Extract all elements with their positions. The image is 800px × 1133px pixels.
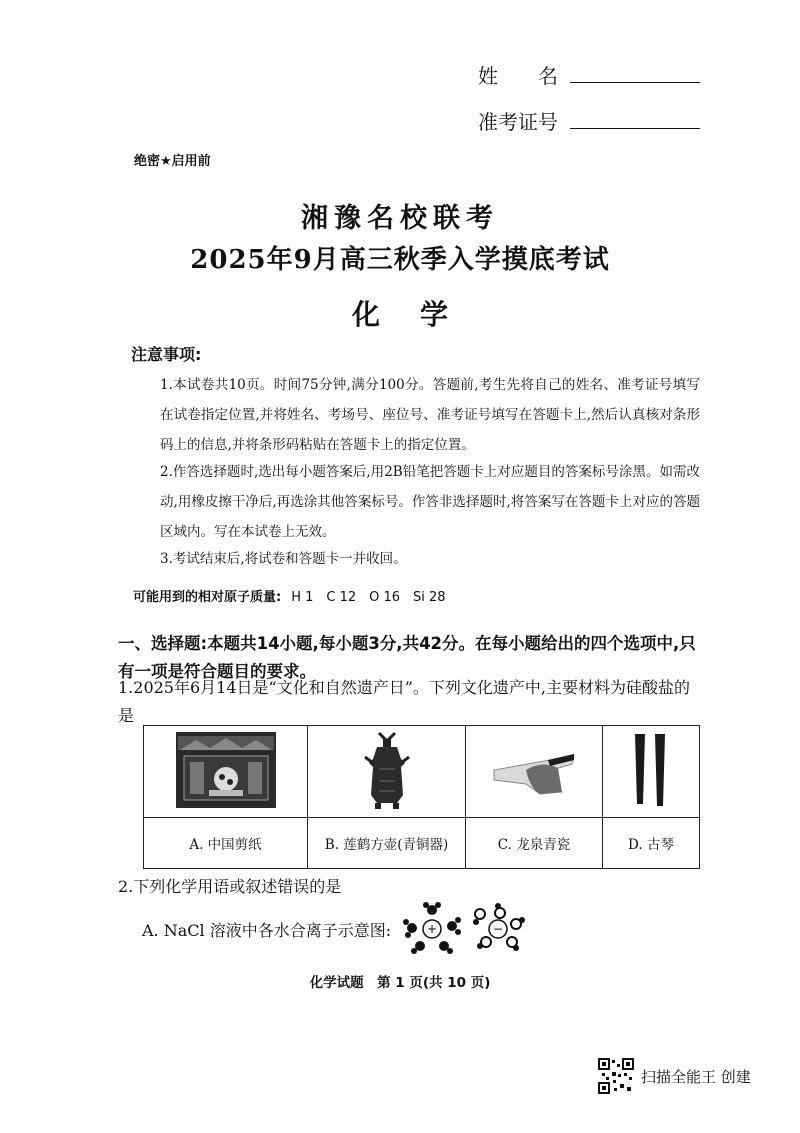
exam-union-title: 湘豫名校联考 bbox=[301, 203, 499, 234]
name-label: 姓 名 bbox=[478, 64, 558, 88]
hydrated-cation bbox=[403, 902, 461, 954]
hydrated-anion bbox=[473, 903, 525, 951]
question-1-options-table bbox=[143, 725, 700, 869]
notice-item-2-text: 2.作答选择题时,选出每小题答案后,用2B铅笔把答题卡上对应题目的答案标号涂黑。如需改动,用橡皮擦干净后,再选涂其他答案标号。作答非选择题时,将答案写在答题卡上对应的答题区域内。写在本试卷上无效。 bbox=[160, 464, 700, 540]
notice-item-3-text: 3.考试结束后,将试卷和答题卡一并收回。 bbox=[160, 551, 407, 567]
name-underline bbox=[570, 82, 700, 83]
notice-item-1-text: 1.本试卷共10页。时间75分钟,满分100分。答题前,考生先将自己的姓名、准考证号填写在试卷指定位置,并将姓名、考场号、座位号、准考证号填写在答题卡上,然后认真核对条形码上的信息,并将条形码粘贴在答题卡上的指定位置。 bbox=[160, 377, 700, 453]
secret-label: 绝密★启用前 bbox=[134, 154, 211, 169]
option-a-label: A. 中国剪纸 bbox=[144, 818, 308, 869]
question-2-text: 2.下列化学用语或叙述错误的是 bbox=[118, 877, 342, 896]
notice-item-3 bbox=[160, 544, 700, 574]
scanner-brand: 扫描全能王 创建 bbox=[641, 1068, 751, 1086]
option-c-image-cell bbox=[466, 726, 603, 818]
notice-item-2 bbox=[160, 457, 700, 547]
subject-title: 化学 bbox=[351, 298, 488, 331]
exam-id-label: 准考证号 bbox=[478, 110, 558, 134]
option-b-label: B. 莲鹤方壶(青铜器) bbox=[308, 818, 466, 869]
notice-item-1 bbox=[160, 370, 700, 460]
exam-id-field bbox=[478, 106, 558, 132]
notice-heading: 注意事项: bbox=[131, 345, 202, 364]
option-d-label: D. 古琴 bbox=[603, 818, 700, 869]
svg-text:+: + bbox=[426, 922, 438, 936]
bronze-pot-image bbox=[357, 729, 417, 811]
guqin-image bbox=[631, 730, 671, 810]
option-a-image-cell bbox=[144, 726, 308, 818]
section-1-heading: 一、选择题:本题共14小题,每小题3分,共42分。在每小题给出的四个选项中,只有一项是符合题目的要求。 bbox=[118, 634, 696, 681]
atomic-mass-label: 可能用到的相对原子质量: bbox=[133, 590, 282, 605]
svg-text:−: − bbox=[492, 922, 504, 936]
celadon-image bbox=[492, 740, 576, 800]
paper-cut-image bbox=[176, 732, 276, 808]
option-d-image-cell bbox=[603, 726, 700, 818]
name-field bbox=[478, 60, 558, 86]
option-b-image-cell bbox=[308, 726, 466, 818]
question-2-option-a-text: A. NaCl 溶液中各水合离子示意图: bbox=[142, 921, 392, 940]
atomic-mass-values: H 1 C 12 O 16 Si 28 bbox=[291, 590, 446, 605]
page-footer: 化学试题 第 1 页(共 10 页) bbox=[309, 975, 491, 991]
exam-title: 2025年9月高三秋季入学摸底考试 bbox=[190, 245, 610, 275]
atomic-mass-line bbox=[133, 586, 446, 605]
option-c-label: C. 龙泉青瓷 bbox=[466, 818, 603, 869]
exam-id-underline bbox=[570, 128, 700, 129]
hydrated-ions-diagram bbox=[400, 902, 530, 956]
question-2-option-a bbox=[142, 918, 391, 941]
qr-code-icon bbox=[598, 1058, 634, 1094]
question-1-text: 1.2025年6月14日是“文化和自然遗产日”。下列文化遗产中,主要材料为硅酸盐的是 bbox=[118, 678, 690, 725]
